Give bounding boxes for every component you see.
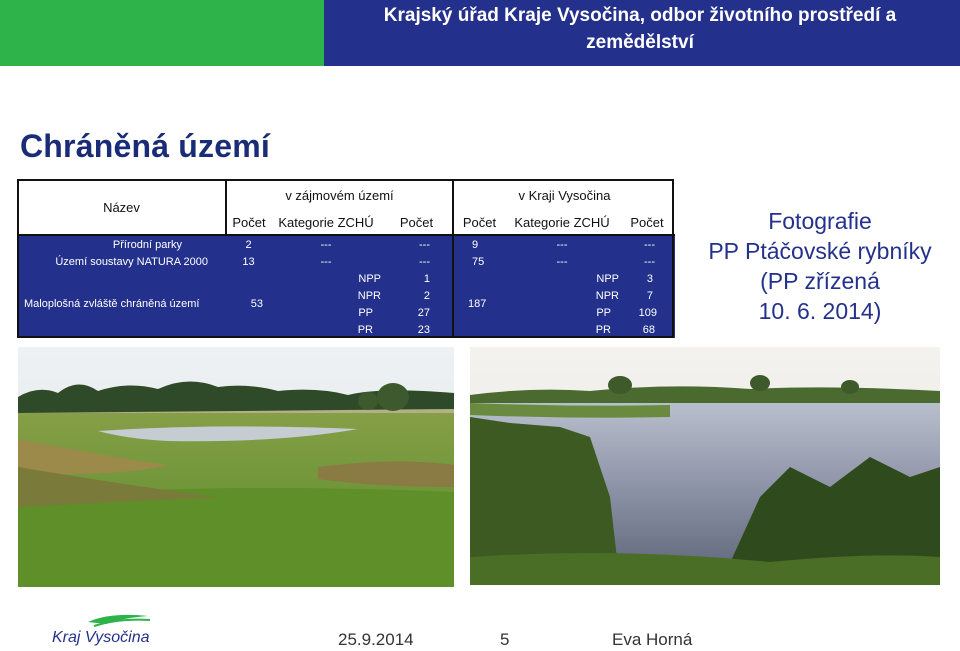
table-subheader: Počet — [226, 210, 271, 235]
table-cell: 13 — [226, 253, 271, 270]
protected-areas-table — [18, 180, 675, 338]
photo-caption-line: PP Ptáčovské rybníky — [708, 238, 932, 264]
table-cell: 9 — [453, 235, 505, 253]
table-subheader: Kategorie ZCHÚ — [505, 210, 619, 235]
table-cell: PP — [271, 304, 381, 321]
table-cell: --- — [505, 235, 619, 253]
table-cell: --- — [271, 235, 381, 253]
footer-page-number: 5 — [500, 630, 510, 649]
table-header-name: Název — [18, 180, 226, 235]
header-green-block — [0, 0, 324, 66]
table-cell: 109 — [619, 304, 675, 321]
table-cell: 2 — [381, 287, 453, 304]
table-cell: NPP — [271, 270, 381, 287]
row-name: Přírodní parky — [18, 235, 226, 253]
table-subheader: Počet — [453, 210, 505, 235]
table-row — [18, 270, 675, 287]
table-cell: NPR — [271, 287, 381, 304]
table-cell: 2 — [226, 235, 271, 253]
table-cell: --- — [505, 253, 619, 270]
table-cell: 75 — [453, 253, 505, 270]
table-cell: 1 — [381, 270, 453, 287]
table-subheader: Počet — [619, 210, 675, 235]
kraj-vysocina-logo — [50, 612, 160, 646]
row-name: Maloplošná zvláště chráněná území — [18, 270, 226, 338]
logo-text: Kraj Vysočina — [52, 629, 150, 646]
table-cell: --- — [619, 235, 675, 253]
photo-caption-line: Fotografie — [768, 208, 872, 234]
table-cell: PR — [271, 321, 381, 338]
table-row — [18, 253, 675, 270]
table-subheader: Počet — [381, 210, 453, 235]
footer-author: Eva Horná — [612, 630, 693, 649]
table-group-a: v zájmovém území — [226, 180, 453, 210]
table-cell: 68 — [619, 321, 675, 338]
table-cell: --- — [271, 253, 381, 270]
footer-date: 25.9.2014 — [338, 630, 414, 649]
page-title: Chráněná území — [20, 128, 270, 164]
table-row — [18, 235, 675, 253]
table-cell: PP — [505, 304, 619, 321]
header-bar — [0, 0, 960, 66]
header-title: Krajský úřad Kraje Vysočina, odbor životního prostředí a zemědělství — [383, 5, 897, 53]
table-cell: 23 — [381, 321, 453, 338]
table-group-b: v Kraji Vysočina — [453, 180, 675, 210]
table-cell: --- — [381, 253, 453, 270]
table-cell: 27 — [381, 304, 453, 321]
table-cell: PR — [505, 321, 619, 338]
photo-meadow — [18, 347, 454, 587]
photo-pond — [470, 347, 940, 585]
photo-caption — [680, 206, 960, 326]
table-cell: NPP — [505, 270, 619, 287]
table-cell: 7 — [619, 287, 675, 304]
row-name: Území soustavy NATURA 2000 — [18, 253, 226, 270]
photo-caption-line: 10. 6. 2014) — [758, 298, 882, 324]
table-cell: 187 — [453, 270, 505, 338]
table-cell: 53 — [226, 270, 271, 338]
photo-caption-line: (PP zřízená — [760, 268, 880, 294]
table-cell: NPR — [505, 287, 619, 304]
table-cell: --- — [381, 235, 453, 253]
table-cell: --- — [619, 253, 675, 270]
table-subheader: Kategorie ZCHÚ — [271, 210, 381, 235]
table-cell: 3 — [619, 270, 675, 287]
